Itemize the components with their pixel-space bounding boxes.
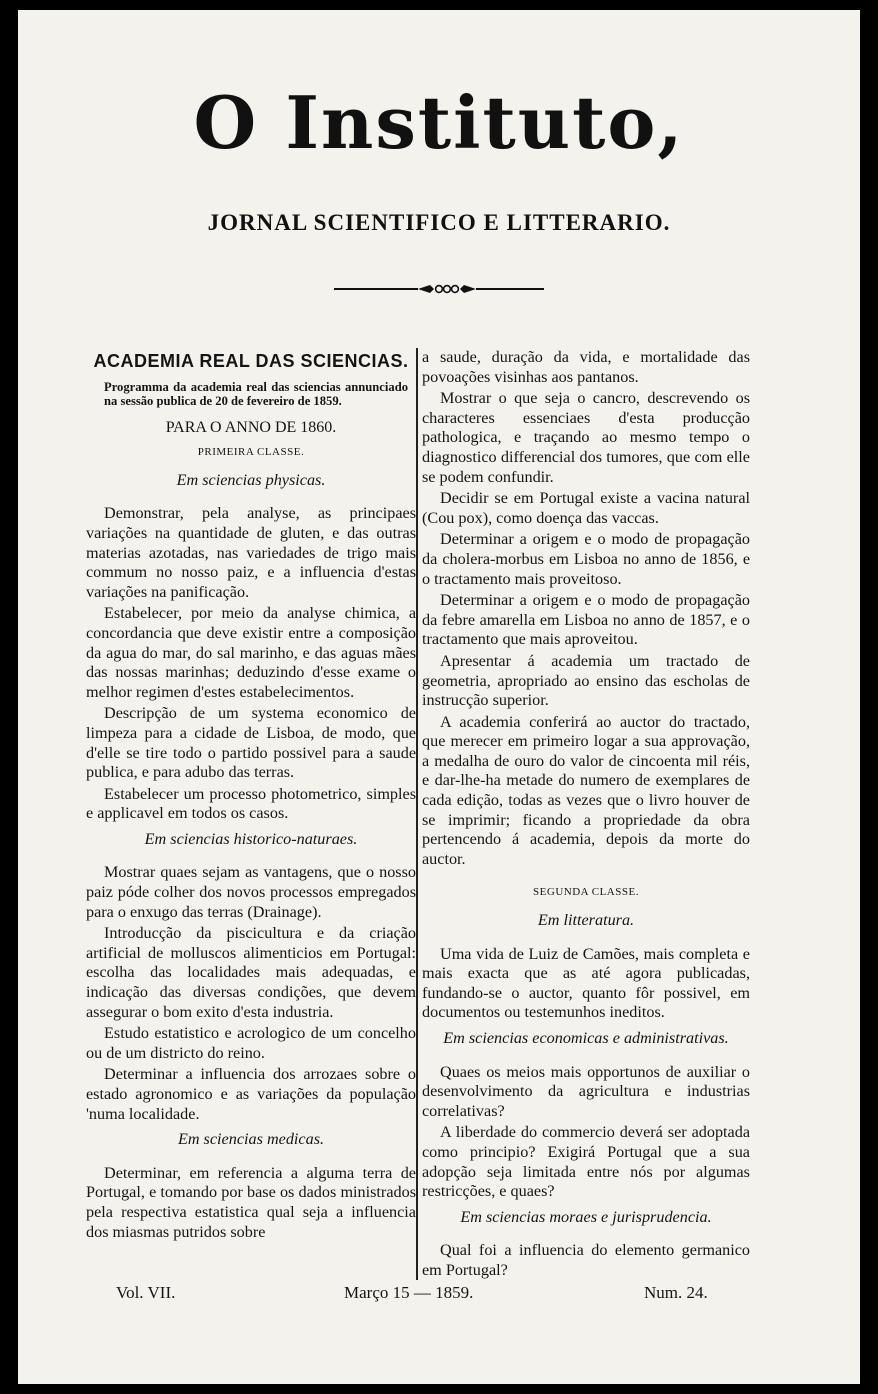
paragraph: Mostrar quaes sejam as vantagens, que o nosso paiz póde colher dos novos processos empregados para o enxugo das terras (Drainage). bbox=[86, 863, 416, 921]
right-column bbox=[422, 348, 750, 1281]
subheading-historico-naturaes: Em sciencias historico-naturaes. bbox=[144, 829, 358, 848]
paragraph: Quaes os meios mais opportunos de auxiliar o desenvolvimento da agricultura e industrias correlativas? bbox=[422, 1062, 750, 1120]
paragraph: Descripção de um systema economico de limpeza para a cidade de Lisboa, de modo, que d'elle se tire todo o partido possivel para a saude publica, e para adubo das terras. bbox=[86, 704, 416, 782]
paragraph: Uma vida de Luiz de Camões, mais completa e mais exacta que as até agora publicadas, fundando-se o auctor, quanto fôr possivel, em documentos ou testemunhos ineditos. bbox=[422, 944, 750, 1022]
subheading-physics: Em sciencias physicas. bbox=[176, 470, 326, 489]
programme-note: Programma da academia real das sciencias annunciado na sessão publica de 20 de fevereiro de 1859. bbox=[104, 379, 408, 408]
paragraph: Demonstrar, pela analyse, as principaes variações na quantidade de gluten, e das outras materias azotadas, nas variedades de trigo mais commum no nosso paiz, e a influencia d'estas variações na panificação. bbox=[86, 504, 416, 601]
paragraph: Determinar a influencia dos arrozaes sobre o estado agronomico e as variações da população 'numa localidade. bbox=[86, 1065, 416, 1123]
footer-date: Março 15 — 1859. bbox=[344, 1283, 474, 1302]
paragraph: Estabelecer um processo photometrico, simples e applicavel em todos os casos. bbox=[86, 784, 416, 823]
paragraph: Qual foi a influencia do elemento germanico em Portugal? bbox=[422, 1241, 750, 1279]
year-heading: PARA O ANNO DE 1860. bbox=[165, 418, 337, 436]
footer-volume: Vol. VII. bbox=[116, 1283, 176, 1302]
paragraph: Estudo estatistico e acrologico de um concelho ou de um districto do reino. bbox=[86, 1024, 416, 1062]
paragraph: Apresentar á academia um tractado de geometria, apropriado ao ensino das escholas de instrucção superior. bbox=[422, 651, 750, 710]
masthead-title: O Instituto, bbox=[193, 80, 685, 165]
paragraph: A academia conferirá ao auctor do tractado, que merecer em primeiro logar a sua approvação, a medalha de ouro do valor de cincoenta mil réis, e dar-lhe-ha metade do numero de exemplares de cada edição, todas as vezes que o livro houver de se imprimir; ficando a propriedade da obra pertencendo á academia, depois da morte do auctor. bbox=[422, 712, 750, 868]
subheading-moraes: Em sciencias moraes e jurisprudencia. bbox=[460, 1207, 712, 1226]
paragraph: Decidir se em Portugal existe a vacina natural (Cou pox), como doença das vaccas. bbox=[422, 489, 750, 527]
newspaper-page bbox=[18, 10, 860, 1384]
paragraph-continued: a saude, duração da vida, e mortalidade das povoações visinhas aos pantanos. bbox=[422, 348, 750, 386]
paragraph: Mostrar o que seja o cancro, descrevendo os characteres essenciaes d'esta producção pathologica, e traçando ao mesmo tempo o diagnostico differencial dos tumores, que com elle se podem confundir. bbox=[422, 389, 750, 486]
subheading-economicas: Em sciencias economicas e administrativas. bbox=[443, 1029, 729, 1047]
paragraph: Estabelecer, por meio da analyse chimica, a concordancia que deve existir entre a composição da agua do mar, do sal marinho, e das aguas mães das nossas marinhas; deduzindo d'esse exame o melhor regimen d'estes estabelecimentos. bbox=[86, 604, 416, 701]
subheading-medicas: Em sciencias medicas. bbox=[177, 1130, 325, 1149]
left-column bbox=[86, 348, 416, 1242]
footer-number: Num. 24. bbox=[644, 1283, 708, 1302]
paragraph: Determinar, em referencia a alguma terra de Portugal, e tomando por base os dados ministrados pela respectiva estatistica qual seja a influencia dos miasmas putridos sobre bbox=[86, 1163, 416, 1241]
paragraph: Determinar a origem e o modo de propagação da febre amarella em Lisboa no anno de 1857, e o tractamento que mais aproveitou. bbox=[422, 591, 750, 649]
masthead-subtitle: JORNAL SCIENTIFICO E LITTERARIO. bbox=[207, 210, 671, 235]
column-divider bbox=[416, 348, 418, 1280]
class-heading-first: PRIMEIRA CLASSE. bbox=[197, 446, 305, 459]
paragraph: A liberdade do commercio deverá ser adoptada como principio? Exigirá Portugal que a sua adopção seja limitada entre nós por algumas restricções, e quaes? bbox=[422, 1123, 750, 1201]
class-heading-second: SEGUNDA CLASSE. bbox=[533, 886, 639, 899]
paragraph: Determinar a origem e o modo de propagação da cholera-morbus em Lisboa no anno de 1856, e o tractamento mais proveitoso. bbox=[422, 530, 750, 588]
paragraph: Introducção da piscicultura e da criação artificial de molluscos alimenticios em Portugal: escolha das localidades mais adequadas, e indicação das diversas condições, que devem assegurar o bom exito d'esta industria. bbox=[86, 924, 416, 1021]
ornament-rule bbox=[334, 282, 544, 296]
section-heading: ACADEMIA REAL DAS SCIENCIAS. bbox=[93, 351, 409, 371]
subheading-litteratura: Em litteratura. bbox=[537, 911, 635, 930]
